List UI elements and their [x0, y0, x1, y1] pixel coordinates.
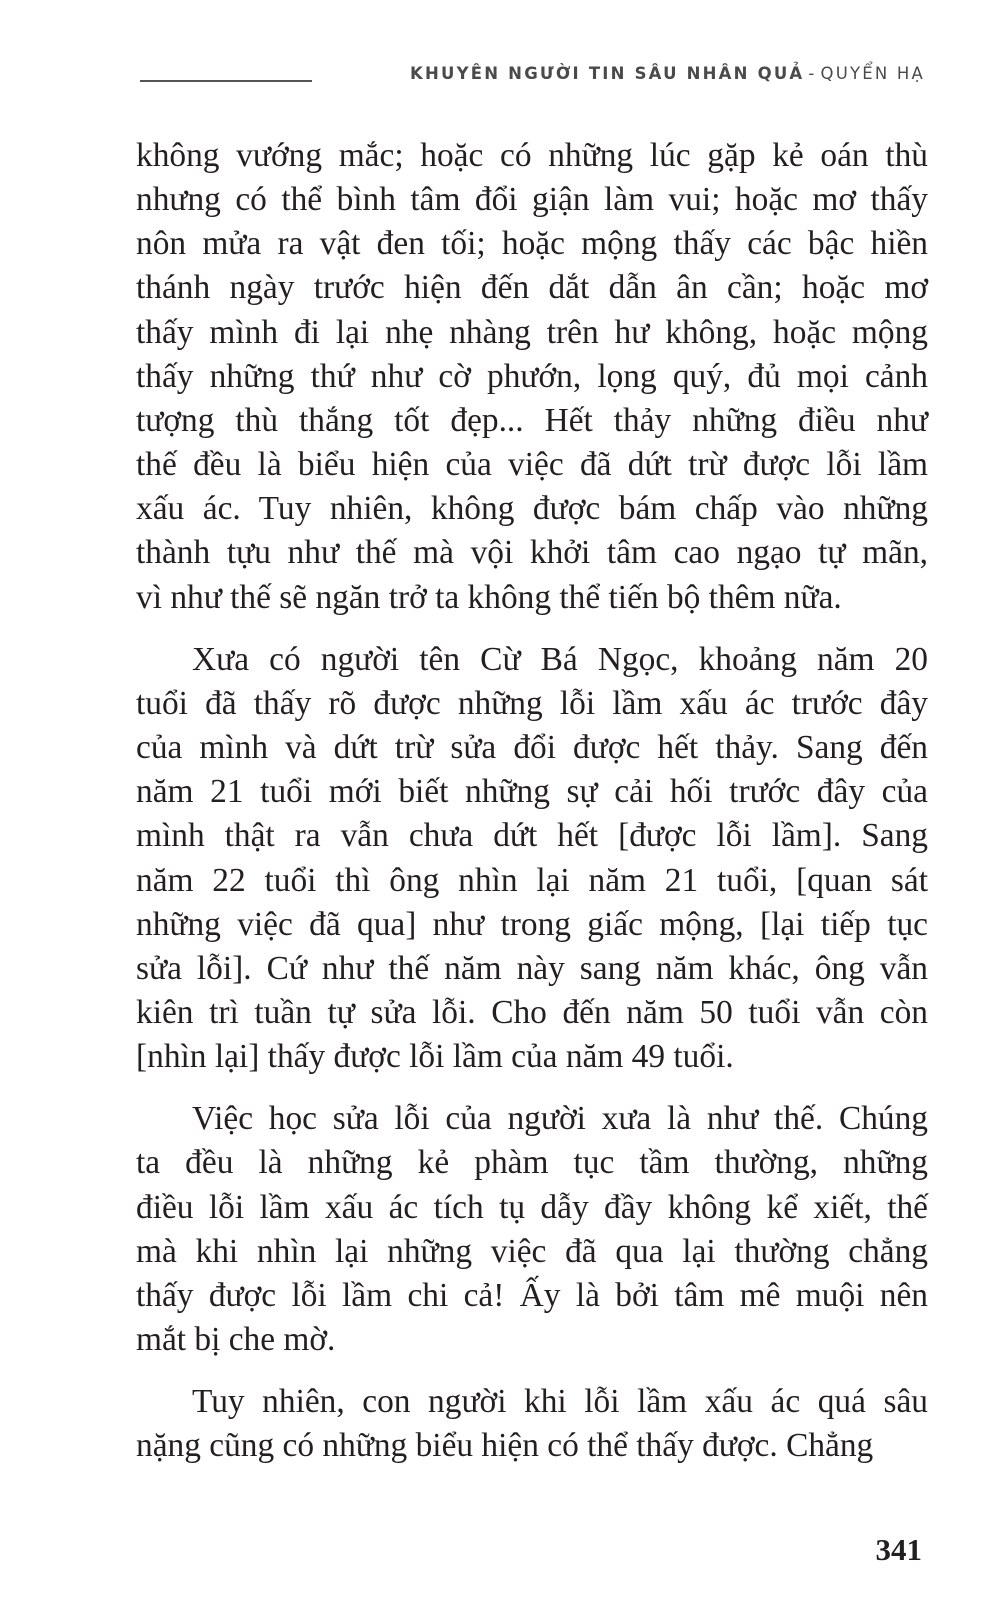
text-line: nôn mửa ra vật đen tối; hoặc mộng thấy các bậc hiền — [136, 225, 928, 263]
text-line: của mình và dứt trừ sửa đổi được hết thảy. Sang đến — [136, 729, 928, 767]
paragraph — [136, 1097, 928, 1362]
volume-label: QUYỂN HẠ — [820, 64, 925, 83]
text-line: Việc học sửa lỗi của người xưa là như thế. Chúng — [192, 1100, 928, 1138]
text-line: điều lỗi lầm xấu ác tích tụ dẫy đầy không kể xiết, thế — [136, 1188, 928, 1226]
text-line: thấy được lỗi lầm chi cả! Ấy là bởi tâm mê muội nên — [136, 1276, 928, 1314]
text-line: thánh ngày trước hiện đến dắt dẫn ân cần; hoặc mơ — [136, 269, 928, 307]
text-line: xấu ác. Tuy nhiên, không được bám chấp vào những — [136, 490, 928, 528]
text-line: kiên trì tuần tự sửa lỗi. Cho đến năm 50 tuổi vẫn còn — [136, 993, 928, 1031]
text-line: Xưa có người tên Cừ Bá Ngọc, khoảng năm 20 — [192, 640, 928, 678]
running-header — [0, 62, 1000, 92]
text-line: mà khi nhìn lại những việc đã qua lại thường chẳng — [136, 1232, 928, 1270]
text-line: năm 22 tuổi thì ông nhìn lại năm 21 tuổi, [quan sát — [136, 861, 928, 899]
text-line: nhưng có thể bình tâm đổi giận làm vui; hoặc mơ thấy — [136, 181, 928, 219]
text-line: mắt bị che mờ. — [136, 1321, 336, 1359]
book-title: KHUYÊN NGƯỜI TIN SÂU NHÂN QUẢ — [410, 64, 805, 83]
text-line: mình thật ra vẫn chưa dứt hết [được lỗi lầm]. Sang — [136, 817, 928, 855]
text-line: [nhìn lại] thấy được lỗi lầm của năm 49 tuổi. — [136, 1038, 734, 1076]
paragraph — [136, 1380, 928, 1468]
text-line: thấy mình đi lại nhẹ nhàng trên hư không, hoặc mộng — [136, 313, 928, 351]
text-line: thành tựu như thế mà vội khởi tâm cao ngạo tự mãn, — [136, 534, 928, 572]
text-line: nặng cũng có những biểu hiện có thể thấy được. Chẳng — [136, 1427, 874, 1465]
header-separator: - — [808, 64, 817, 83]
text-line: những việc đã qua] như trong giấc mộng, [lại tiếp tục — [136, 905, 928, 943]
text-line: năm 21 tuổi mới biết những sự cải hối trước đây của — [136, 773, 928, 811]
text-line: vì như thế sẽ ngăn trở ta không thể tiến bộ thêm nữa. — [136, 578, 842, 616]
text-line: ta đều là những kẻ phàm tục tầm thường, những — [136, 1144, 928, 1182]
paragraph — [136, 134, 928, 620]
header-rule — [140, 80, 312, 82]
text-line: thấy những thứ như cờ phướn, lọng quý, đủ mọi cảnh — [136, 357, 928, 395]
page-number: 341 — [875, 1532, 922, 1567]
text-line: không vướng mắc; hoặc có những lúc gặp kẻ oán thù — [136, 137, 928, 174]
text-line: thế đều là biểu hiện của việc đã dứt trừ được lỗi lầm — [136, 446, 928, 484]
text-line: tuổi đã thấy rõ được những lỗi lầm xấu ác trước đây — [136, 684, 928, 722]
text-line: tượng thù thắng tốt đẹp... Hết thảy những điều như — [136, 401, 928, 439]
paragraph — [136, 638, 928, 1080]
text-line: Tuy nhiên, con người khi lỗi lầm xấu ác quá sâu — [192, 1383, 928, 1421]
page-body — [136, 134, 928, 1487]
header-title — [410, 64, 925, 83]
text-line: sửa lỗi]. Cứ như thế năm này sang năm khác, ông vẫn — [136, 949, 928, 987]
